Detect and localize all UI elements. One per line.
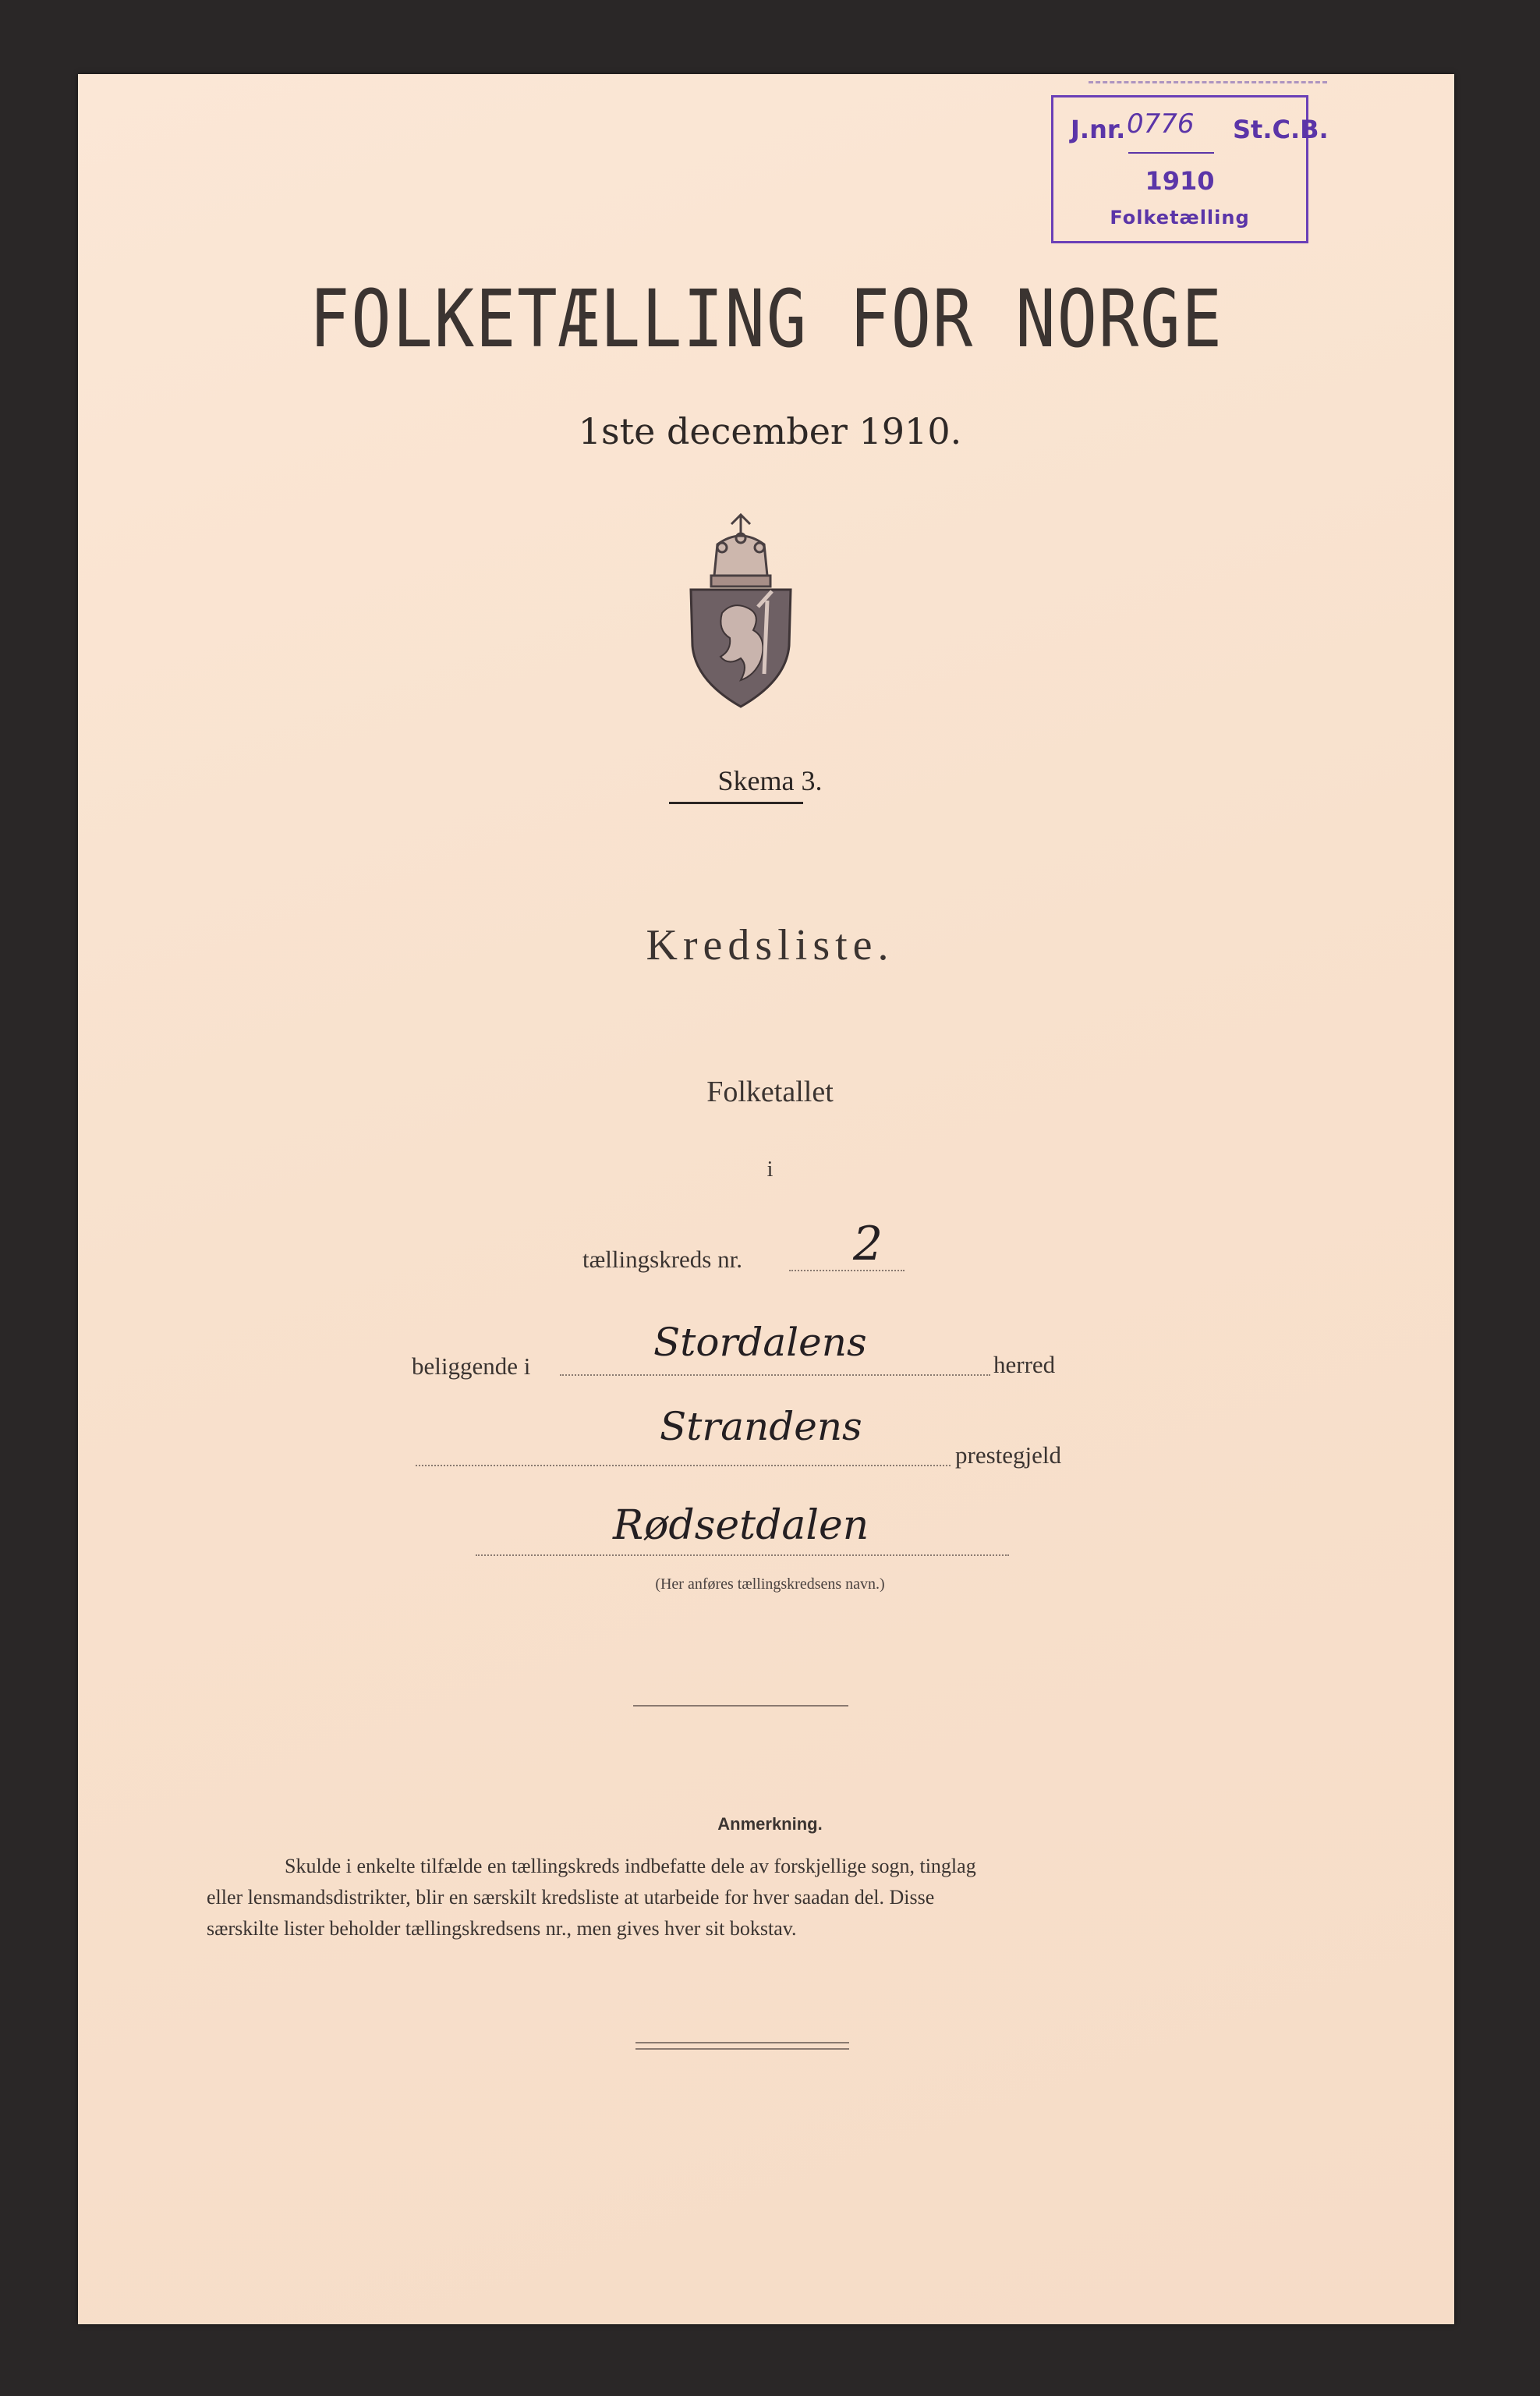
- herred-label: herred: [993, 1351, 1056, 1378]
- herred-value: Stordalens: [653, 1320, 867, 1365]
- anmerkning-heading: Anmerkning.: [717, 1814, 823, 1834]
- beliggende-label: beliggende i: [412, 1352, 531, 1380]
- footer-rule-top: [635, 2042, 849, 2043]
- schema-number: Skema 3.: [717, 765, 823, 796]
- page-title: FOLKETÆLLING FOR NORGE: [309, 273, 1223, 366]
- i-label: i: [766, 1157, 774, 1182]
- stamp-jnr: [1071, 108, 1329, 144]
- anmerkning-line-2: eller lensmandsdistrikter, blir en særskilt kredsliste at utarbeide for hver saadan del. Disse: [207, 1886, 935, 1909]
- herred-line: [560, 1374, 990, 1376]
- kreds-name-line: [476, 1554, 1009, 1556]
- kreds-nr-line: [789, 1270, 905, 1271]
- stamp-underline: [1128, 152, 1214, 154]
- stamp-subtitle: Folketælling: [1110, 207, 1250, 229]
- prestegjeld-label: prestegjeld: [955, 1441, 1062, 1469]
- kreds-name-value: Rødsetdalen: [613, 1502, 869, 1549]
- stamp-year: 1910: [1145, 166, 1215, 196]
- stamp-office: St.C.B.: [1233, 115, 1329, 144]
- kreds-nr-label: tællingskreds nr.: [582, 1246, 742, 1273]
- prestegjeld-line: [416, 1465, 951, 1466]
- archive-stamp: [1051, 95, 1329, 243]
- footer-rule-bottom: [635, 2048, 849, 2050]
- prestegjeld-value: Strandens: [660, 1404, 862, 1449]
- folketallet-label: Folketallet: [706, 1076, 834, 1108]
- kreds-name-note: (Her anføres tællingskredsens navn.): [655, 1575, 885, 1593]
- census-date: 1ste december 1910.: [578, 410, 962, 452]
- stamp-jnr-number: 0776: [1127, 108, 1195, 140]
- stamp-jnr-label: J.nr.: [1071, 115, 1126, 144]
- form-heading: Kredsliste.: [646, 921, 894, 969]
- anmerkning-line-3: særskilte lister beholder tællingskredsens nr., men gives hver sit bokstav.: [207, 1917, 797, 1940]
- coat-of-arms-icon: [686, 513, 795, 708]
- section-separator: [633, 1705, 848, 1707]
- schema-underline: [669, 802, 803, 804]
- anmerkning-line-1: Skulde i enkelte tilfælde en tællingskreds indbefatte dele av forskjellige sogn, tinglag: [285, 1855, 976, 1877]
- stamp-top-mark: [1089, 81, 1327, 83]
- kreds-nr-value: 2: [853, 1217, 883, 1271]
